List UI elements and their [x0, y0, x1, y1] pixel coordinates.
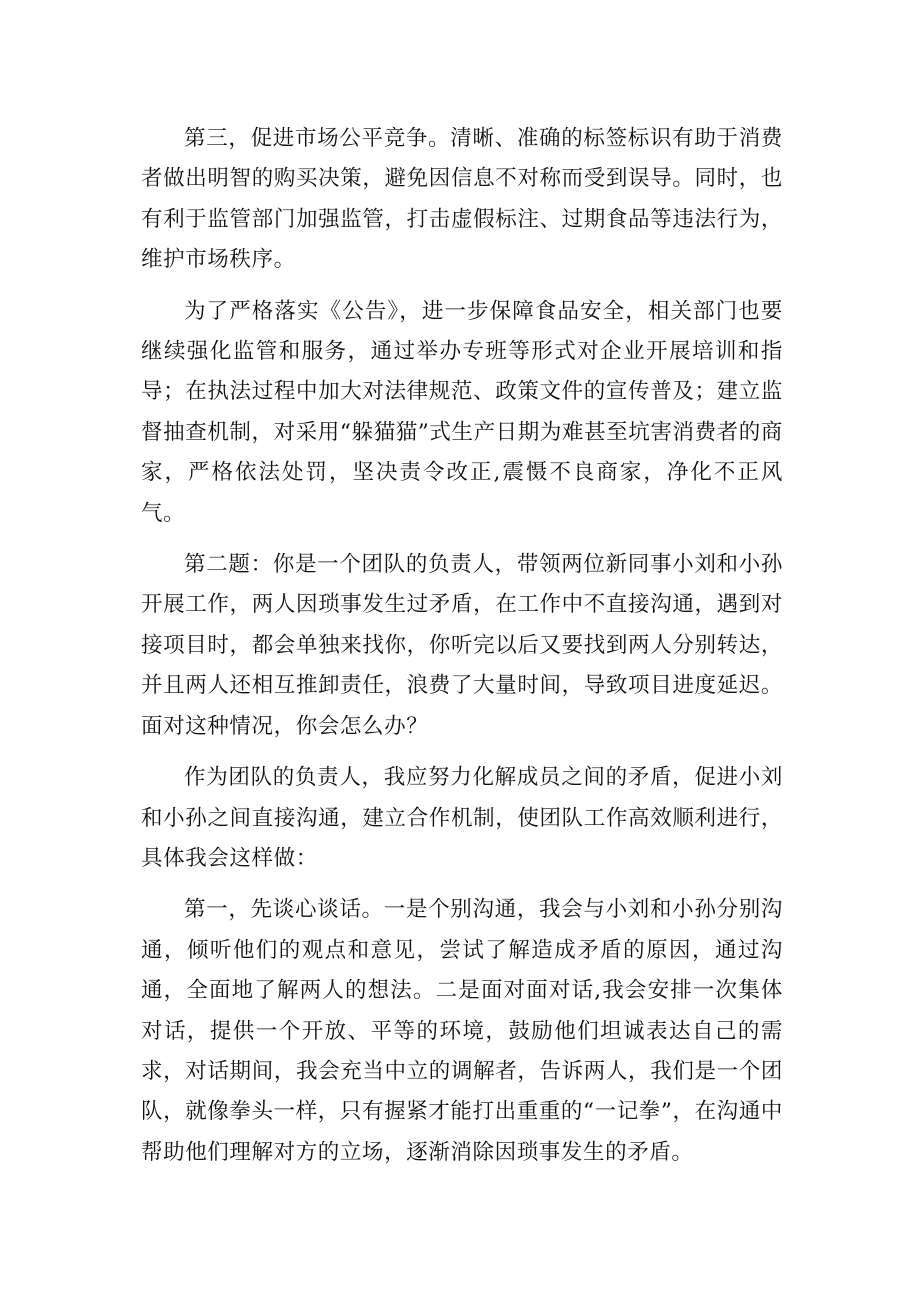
paragraph-third-point: 第三，促进市场公平竞争。清晰、准确的标签标识有助于消费者做出明智的购买决策，避免因信息不对称而受到误导。同时，也有利于监管部门加强监管，打击虚假标注、过期食品等违法行为，维护市场秩序。: [141, 126, 783, 273]
paragraph-question-two: 第二题：你是一个团队的负责人，带领两位新同事小刘和小孙开展工作，两人因琐事发生过矛盾，在工作中不直接沟通，遇到对接项目时，都会单独来找你，你听完以后又要找到两人分别转达，并且两人还相互推卸责任，浪费了大量时间，导致项目进度延迟。面对这种情况，你会怎么办？: [141, 552, 783, 739]
document-body: [141, 119, 783, 1184]
paragraph-implementation: 为了严格落实《公告》，进一步保障食品安全，相关部门也要继续强化监管和服务，通过举办专班等形式对企业开展培训和指导；在执法过程中加大对法律规范、政策文件的宣传普及；建立监督抽查机制，对采用“躲猫猫”式生产日期为难甚至坑害消费者的商家，严格依法处罚，坚决责令改正,震慑不良商家，净化不正风气。: [141, 298, 783, 526]
paragraph-first-step: 第一，先谈心谈话。一是个别沟通，我会与小刘和小孙分别沟通，倾听他们的观点和意见，尝试了解造成矛盾的原因，通过沟通，全面地了解两人的想法。二是面对面对话,我会安排一次集体对话，提供一个开放、平等的环境，鼓励他们坦诚表达自己的需求，对话期间，我会充当中立的调解者，告诉两人，我们是一个团队，就像拳头一样，只有握紧才能打出重重的“一记拳”，在沟通中帮助他们理解对方的立场，逐渐消除因琐事发生的矛盾。: [141, 897, 783, 1165]
paragraph-answer-intro: 作为团队的负责人，我应努力化解成员之间的矛盾，促进小刘和小孙之间直接沟通，建立合作机制，使团队工作高效顺利进行，具体我会这样做：: [141, 765, 783, 871]
